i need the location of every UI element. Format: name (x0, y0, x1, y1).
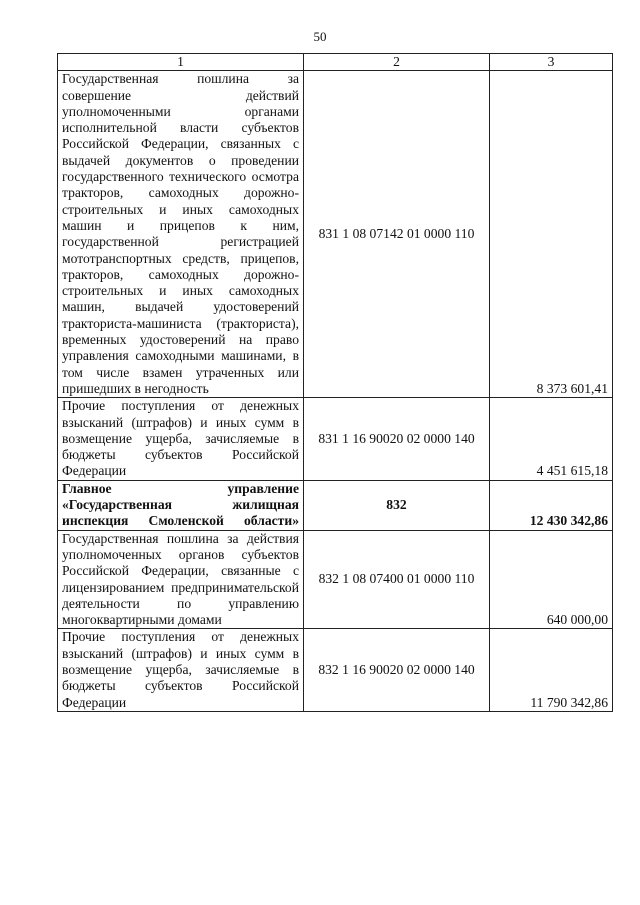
row-code: 831 1 16 90020 02 0000 140 (304, 398, 490, 480)
row-description: Прочие поступления от денежных взысканий (штрафов) и иных сумм в возмещение ущерба, зачисляемые в бюджеты субъектов Российской Федерации (58, 398, 304, 480)
column-header-2: 2 (304, 54, 490, 71)
page-number: 50 (313, 29, 327, 44)
row-code: 832 1 16 90020 02 0000 140 (304, 629, 490, 711)
row-amount: 12 430 342,86 (490, 480, 613, 530)
row-amount: 4 451 615,18 (490, 398, 613, 480)
row-amount: 640 000,00 (490, 530, 613, 629)
table-row (58, 71, 613, 398)
revenue-table (57, 53, 613, 712)
row-amount: 8 373 601,41 (490, 71, 613, 398)
row-description: Государственная пошлина за действия уполномоченных органов субъектов Российской Федерации, связанные с лицензированием предпринимательской деятельности по управлению многоквартирными домами (58, 530, 304, 629)
column-header-3: 3 (490, 54, 613, 71)
row-code: 831 1 08 07142 01 0000 110 (304, 71, 490, 398)
row-code: 832 (304, 480, 490, 530)
table-row (58, 530, 613, 629)
table-header-row (58, 54, 613, 71)
table-row-section-heading (58, 480, 613, 530)
row-amount: 11 790 342,86 (490, 629, 613, 711)
column-header-1: 1 (58, 54, 304, 71)
row-code: 832 1 08 07400 01 0000 110 (304, 530, 490, 629)
table-row (58, 629, 613, 711)
table-row (58, 398, 613, 480)
row-description: Главное управление «Государственная жилищная инспекция Смоленской области» (58, 480, 304, 530)
row-description: Прочие поступления от денежных взысканий (штрафов) и иных сумм в возмещение ущерба, зачисляемые в бюджеты субъектов Российской Федерации (58, 629, 304, 711)
row-description: Государственная пошлина за совершение действий уполномоченными органами исполнительной власти субъектов Российской Федерации, связанных с выдачей документов о проведении государственного технического осмотра тракторов, самоходных дорожно-строительных и иных самоходных машин и прицепов к ним, государственной регистрацией мототранспортных средств, прицепов, тракторов, самоходных дорожно-строительных и иных самоходных машин, выдачей удостоверений тракториста-машиниста (тракториста), временных удостоверений на право управления самоходными машинами, в том числе взамен утраченных или пришедших в негодность (58, 71, 304, 398)
